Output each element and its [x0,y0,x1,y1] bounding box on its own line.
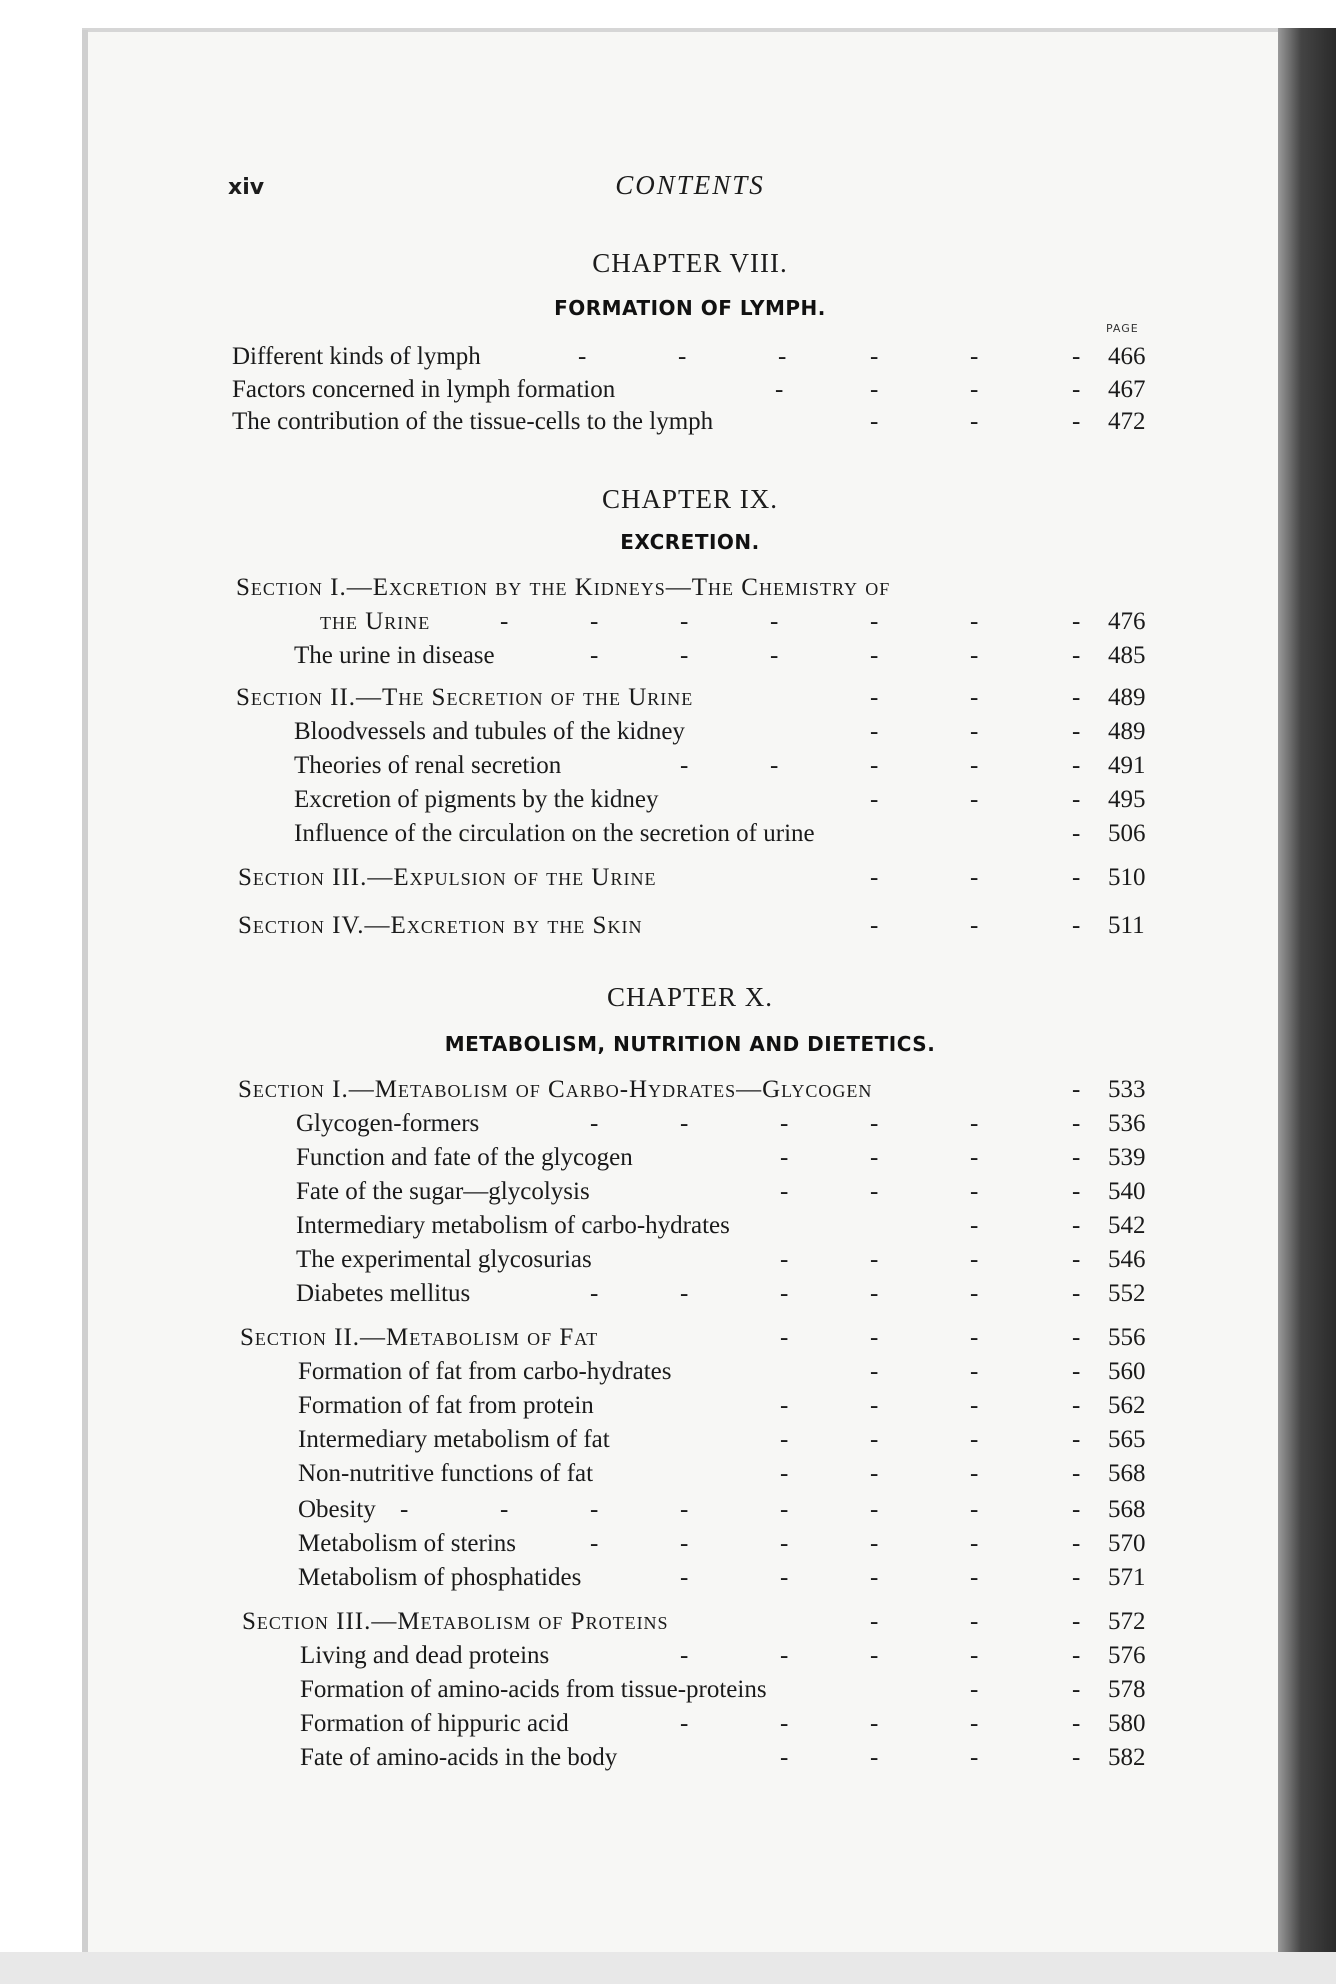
dot-leader: - - - [870,684,1081,711]
entry-page: 506 [1108,820,1146,847]
toc-section-entry [0,608,1200,642]
entry-text: Section II.—The Secretion of the Urine [236,684,694,711]
entry-page: 476 [1108,608,1146,635]
dot-leader: - - [970,1676,1081,1703]
entry-page: 556 [1108,1324,1146,1351]
toc-entry [0,408,1200,442]
toc-entry [0,642,1200,676]
entry-text: Function and fate of the glycogen [296,1144,633,1171]
entry-text: Fate of the sugar—glycolysis [296,1178,590,1205]
toc-entry [0,1530,1200,1564]
entry-page: 495 [1108,786,1146,813]
dot-leader: - - - - - - - - [400,1496,1081,1523]
chapter-title: EXCRETION. [620,530,760,554]
entry-page: 571 [1108,1564,1146,1591]
entry-page: 489 [1108,718,1146,745]
toc-section-entry [0,684,1200,718]
page-number: xiv [228,175,265,200]
dot-leader: - - - [870,718,1081,745]
scan-margin [0,1952,1336,1984]
entry-text: Theories of renal secretion [294,752,562,779]
toc-entry [0,1110,1200,1144]
dot-leader: - - - - [780,1426,1081,1453]
dot-leader: - - - - [780,1324,1081,1351]
entry-page: 580 [1108,1710,1146,1737]
dot-leader: - - [970,1212,1081,1239]
entry-text: Excretion of pigments by the kidney [294,786,659,813]
dot-leader: - - - - [775,376,1081,403]
toc-section-entry [0,1608,1200,1642]
toc-entry [0,1392,1200,1426]
chapter-title: FORMATION OF LYMPH. [554,296,826,320]
entry-text: The experimental glycosurias [296,1246,592,1273]
toc-entry [0,718,1200,752]
dot-leader: - - - [870,1608,1081,1635]
entry-text: Section II.—Metabolism of Fat [240,1324,599,1351]
entry-text: Section IV.—Excretion by the Skin [238,912,643,939]
toc-entry [0,1496,1200,1530]
entry-text: Diabetes mellitus [296,1280,471,1307]
toc-entry [0,1744,1200,1778]
entry-page: 511 [1108,912,1145,939]
toc-entry [0,1710,1200,1744]
toc-section-entry [0,1324,1200,1358]
entry-page: 572 [1108,1608,1146,1635]
dot-leader: - - - - - [680,752,1081,779]
entry-page: 568 [1108,1460,1146,1487]
toc-entry [0,1280,1200,1314]
dot-leader: - - - [870,912,1081,939]
dot-leader: - [1072,1076,1081,1103]
entry-page: 568 [1108,1496,1146,1523]
dot-leader: - - - - [780,1392,1081,1419]
dot-leader: - - - - - - [590,1110,1081,1137]
toc-section-entry [0,912,1200,946]
entry-text: the Urine [320,608,431,635]
chapter-title: METABOLISM, NUTRITION AND DIETETICS. [444,1032,936,1056]
toc-entry [0,1178,1200,1212]
entry-page: 542 [1108,1212,1146,1239]
entry-page: 578 [1108,1676,1146,1703]
dot-leader: - - - - [780,1178,1081,1205]
entry-text: Factors concerned in lymph formation [232,376,616,403]
toc-entry [0,1426,1200,1460]
dot-leader: - [1072,820,1081,847]
entry-text: Intermediary metabolism of carbo-hydrates [296,1212,730,1239]
chapter-heading: CHAPTER X. [606,982,773,1012]
toc-entry [0,1246,1200,1280]
toc-entry [0,820,1200,854]
toc-entry [0,1676,1200,1710]
running-head-title: CONTENTS [615,170,765,200]
entry-text: Section I.—Excretion by the Kidneys—The Chemistry of [236,574,891,601]
dot-leader: - - - - - [680,1564,1081,1591]
page-column-label: PAGE [1106,322,1139,335]
entry-text: Influence of the circulation on the secretion of urine [294,820,815,847]
entry-text: Living and dead proteins [300,1642,550,1669]
entry-page: 539 [1108,1144,1146,1171]
entry-page: 565 [1108,1426,1146,1453]
entry-text: Formation of fat from carbo-hydrates [298,1358,672,1385]
entry-text: Glycogen-formers [296,1110,480,1137]
dot-leader: - - - - - - [590,1530,1081,1557]
entry-text: Metabolism of phosphatides [298,1564,582,1591]
entry-text: The contribution of the tissue-cells to the lymph [232,408,714,435]
entry-page: 472 [1108,408,1146,435]
entry-page: 576 [1108,1642,1146,1669]
entry-page: 510 [1108,864,1146,891]
entry-page: 562 [1108,1392,1146,1419]
dot-leader: - - - [870,408,1081,435]
dot-leader: - - - - - [680,1642,1081,1669]
dot-leader: - - - - [780,1460,1081,1487]
entry-text: Obesity [298,1496,376,1523]
dot-leader: - - - [870,1358,1081,1385]
toc-entry [0,786,1200,820]
dot-leader: - - - - - - [590,642,1081,669]
entry-text: Section III.—Expulsion of the Urine [238,864,657,891]
toc-entry [0,343,1200,377]
entry-page: 467 [1108,376,1146,403]
chapter-heading: CHAPTER IX. [601,484,778,514]
dot-leader: - - - [870,864,1081,891]
toc-entry [0,1144,1200,1178]
entry-page: 491 [1108,752,1146,779]
entry-text: Formation of hippuric acid [300,1710,569,1737]
entry-text: Bloodvessels and tubules of the kidney [294,718,685,745]
toc-entry [0,1564,1200,1598]
entry-text: Section III.—Metabolism of Proteins [242,1608,669,1635]
toc-section-entry [0,574,1200,608]
entry-text: Non-nutritive functions of fat [298,1460,594,1487]
entry-page: 485 [1108,642,1146,669]
toc-entry [0,1460,1200,1494]
entry-page: 546 [1108,1246,1146,1273]
entry-page: 570 [1108,1530,1146,1557]
entry-page: 552 [1108,1280,1146,1307]
dot-leader: - - - - [780,1144,1081,1171]
toc-section-entry [0,864,1200,898]
entry-page: 489 [1108,684,1146,711]
entry-text: Formation of amino-acids from tissue-proteins [300,1676,767,1703]
dot-leader: - - - - - - [578,343,1081,370]
entry-page: 533 [1108,1076,1146,1103]
entry-text: Metabolism of sterins [298,1530,517,1557]
toc-entry [0,1642,1200,1676]
dot-leader: - - - - [780,1744,1081,1771]
entry-page: 466 [1108,343,1146,370]
dot-leader: - - - [870,786,1081,813]
dot-leader: - - - - - - [590,1280,1081,1307]
entry-text: Section I.—Metabolism of Carbo-Hydrates—Glycogen [238,1076,873,1103]
entry-text: The urine in disease [294,642,495,669]
toc-section-entry [0,1076,1200,1110]
entry-page: 536 [1108,1110,1146,1137]
toc-entry [0,752,1200,786]
entry-page: 560 [1108,1358,1146,1385]
chapter-heading: CHAPTER VIII. [592,248,788,278]
entry-page: 540 [1108,1178,1146,1205]
entry-text: Fate of amino-acids in the body [300,1744,618,1771]
entry-text: Different kinds of lymph [232,343,481,370]
toc-entry [0,1358,1200,1392]
dot-leader: - - - - - - - [500,608,1081,635]
dot-leader: - - - - [780,1246,1081,1273]
entry-text: Formation of fat from protein [298,1392,594,1419]
toc-entry [0,376,1200,410]
entry-text: Intermediary metabolism of fat [298,1426,610,1453]
entry-page: 582 [1108,1744,1146,1771]
dot-leader: - - - - - [680,1710,1081,1737]
toc-entry [0,1212,1200,1246]
